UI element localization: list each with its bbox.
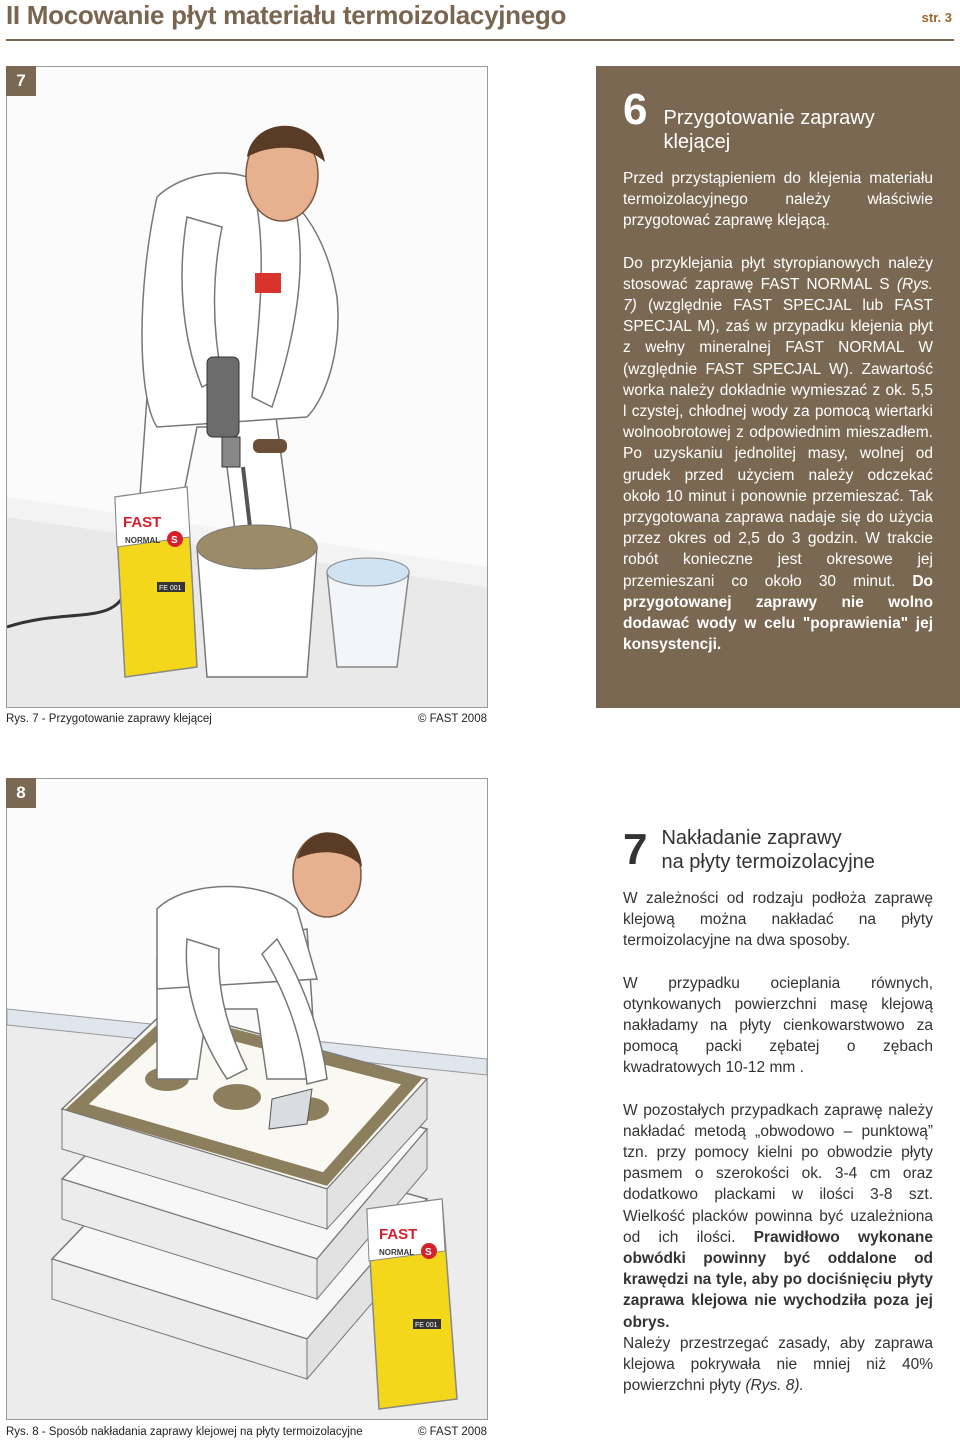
bag-product-label: NORMAL	[379, 1248, 415, 1257]
section-6-paragraph-2: Do przyklejania płyt styropianowych należy stosować zaprawę FAST NORMAL S (Rys. 7) (względnie FAST SPECJAL lub FAST SPECJAL M), zaś w przypadku klejenia płyt z wełny mineralnej FAST NORMAL W (względnie FAST SPECJAL W). Zawartość worka należy dokładnie wymieszać z ok. 5,5 l czystej, chłodnej wody za pomocą wiertarki wolnoobrotowej z odpowiednim mieszadłem. Po uzyskaniu jednolitej masy, wolnej od grudek przed użyciem należy odczekać około 10 minut i ponownie przemieszać. Tak przygotowana zaprawa nadaje się do użycia przez okres od 2,5 do 3 godzin. W trakcie robót konieczne jest okresowe jej przemieszani co około 30 minut. Do przygotowanej zaprawy nie wolno dodawać wody w celu "poprawienia" jej konsystencji.	[623, 254, 933, 654]
section-7-paragraph-3: W pozostałych przypadkach zaprawę należy nakładać metodą „obwodowo – punktową” tzn. przy pomocy kielni po obwodzie płyty pasmem o szerokości ok. 3-4 cm oraz dodatkowo plackami w ilości 3-8 szt. Wielkość placków powinna być uzależniona od ich ilości. Prawidłowo wykonane obwódki powinny być oddalone od krawędzi na tyle, aby po dociśnięciu płyty zaprawa klejowa nie wychodziła poza jej obrys.	[623, 1101, 933, 1331]
section-6-warning: Do przygotowanej zaprawy nie wolno dodawać wody w celu "poprawienia" jej konsystencji.	[623, 572, 933, 654]
page-number: str. 3	[921, 10, 952, 25]
bag-letter-label: S	[171, 535, 178, 546]
figure-7-illustration	[7, 67, 487, 707]
section-7-paragraph-2: W przypadku ocieplania równych, otynkowanych powierzchni masę klejową nakładamy na płyty cienkowarstwowo za pomocą packi zębatej o zębach kwadratowych 10-12 mm .	[623, 974, 933, 1077]
figure-7-copyright: © FAST 2008	[418, 713, 487, 725]
section-6-paragraph-1: Przed przystąpieniem do klejenia materiału termoizolacyjnego należy właściwie przygotować zaprawę klejącą.	[623, 170, 933, 230]
figure-8-frame	[6, 778, 488, 1420]
figure-8-illustration	[7, 779, 487, 1419]
section-7-title-line-2: na płyty termoizolacyjne	[661, 851, 875, 873]
page-header-title: II Mocowanie płyt materiału termoizolacyjnego	[6, 0, 567, 30]
section-6-number: 6	[623, 85, 648, 134]
section-7-title-line-1: Nakładanie zaprawy	[661, 827, 842, 849]
section-7-warning: Prawidłowo wykonane obwódki powinny być oddalone od krawędzi na tyle, aby po dociśnięciu płyty zaprawa klejowa nie wychodziła poza jej obrys.	[623, 1228, 933, 1331]
section-6-title: Przygotowanie zaprawy klejącej	[663, 107, 875, 153]
figure-8-copyright: © FAST 2008	[418, 1426, 487, 1438]
bag-product-label: NORMAL	[125, 536, 161, 545]
figure-7-number: 7	[6, 66, 36, 96]
section-7-paragraph-4: Należy przestrzegać zasady, aby zaprawa klejowa pokrywała nie mniej niż 40% powierzchni płyty (Rys. 8).	[623, 1334, 933, 1395]
section-7-paragraph-1: W zależności od rodzaju podłoża zaprawę klejową można nakładać na płyty termoizolacyjne na dwa sposoby.	[623, 890, 933, 950]
bag-brand-label: FAST	[379, 1226, 418, 1243]
figure-7-frame	[6, 66, 488, 708]
bag-brand-label: FAST	[123, 514, 162, 531]
section-6-content	[623, 85, 933, 676]
bag-code-label: FE 001	[415, 1322, 438, 1329]
section-7-number: 7	[623, 825, 648, 874]
bag-code-label: FE 001	[159, 585, 182, 592]
figure-8-caption: Rys. 8 - Sposób nakładania zaprawy klejowej na płyty termoizolacyjne	[6, 1426, 363, 1438]
bag-letter-label: S	[425, 1247, 432, 1258]
header-divider	[6, 39, 954, 41]
section-7-content	[623, 826, 933, 1417]
figure-8-number: 8	[6, 778, 36, 808]
figure-7-caption: Rys. 7 - Przygotowanie zaprawy klejącej	[6, 713, 212, 725]
